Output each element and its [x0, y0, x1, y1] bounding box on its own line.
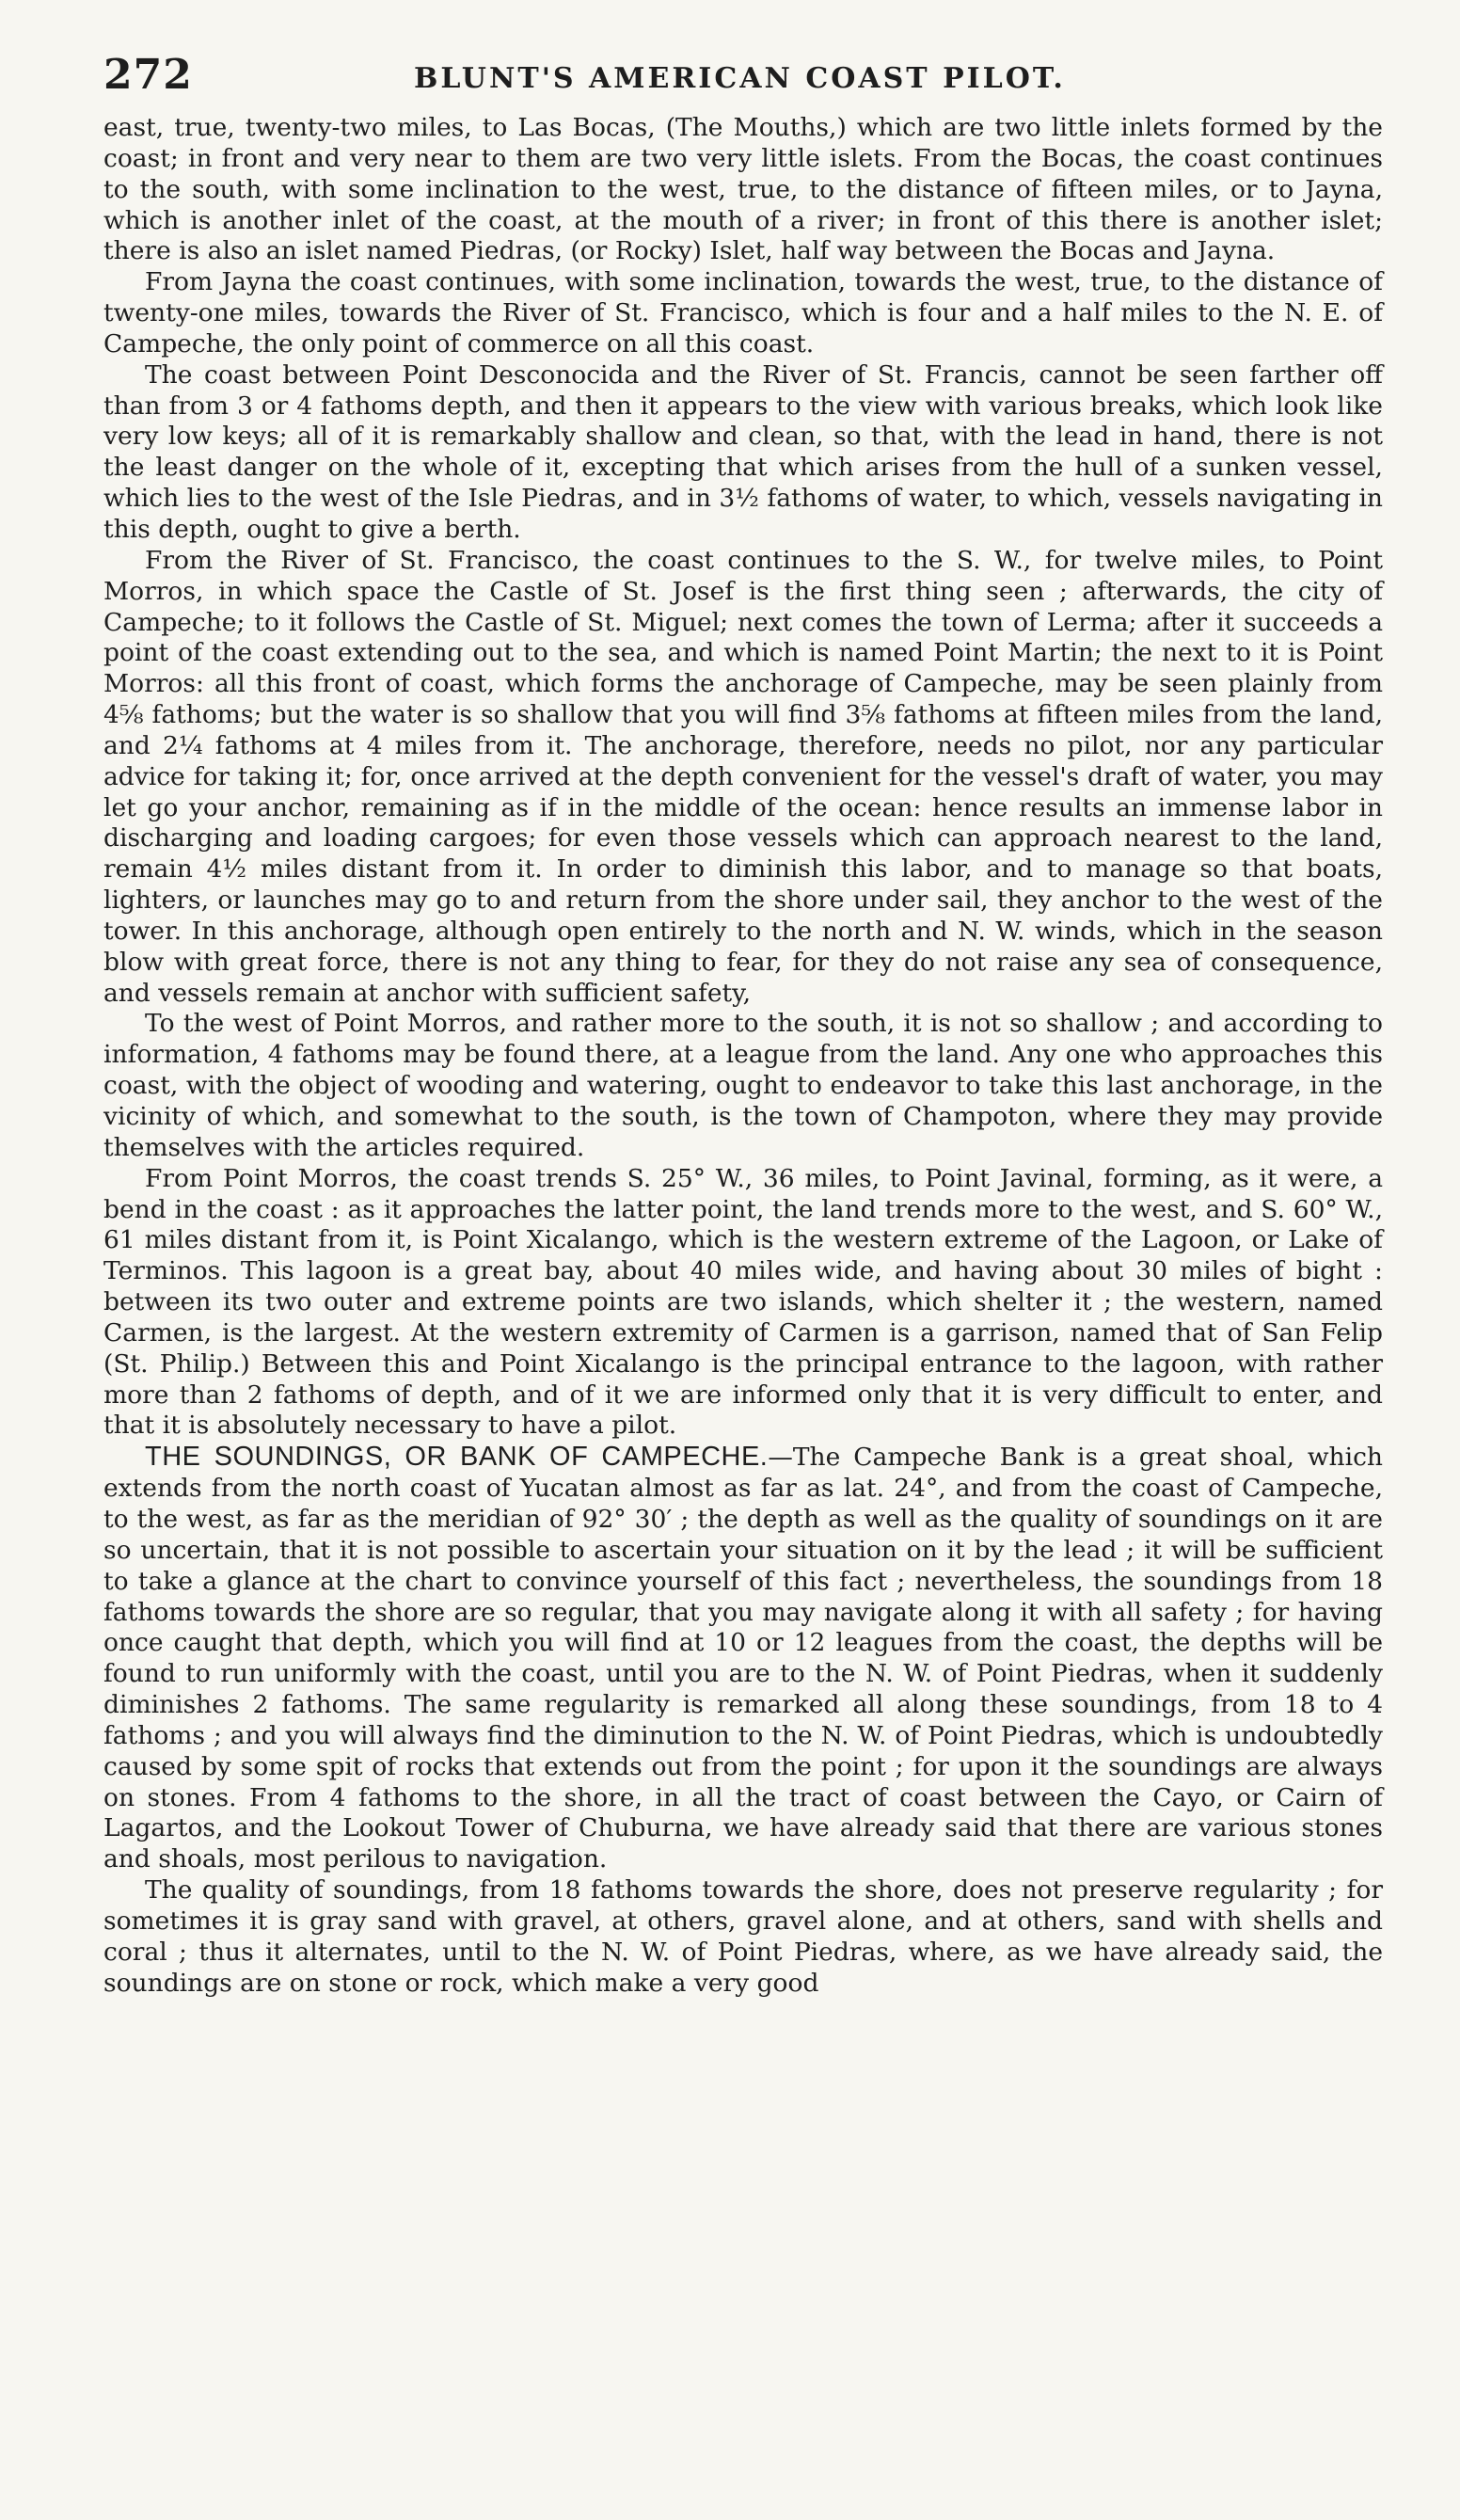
paragraph-jayna: From Jayna the coast continues, with some inclination, towards the west, true, to the distance of twenty-one miles, towards the River of St. Francisco, which is four and a half miles to the N. E. of Campeche, the only point of commerce on all this coast.: [103, 267, 1383, 359]
section-first-paragraph: —The Campeche Bank is a great shoal, which extends from the north coast of Yucatan almost as far as lat. 24°, and from the coast of Campeche, to the west, as far as the meridian of 92° 30′ ; the depth as well as the quality of soundings on it are so uncertain, that it is not possible to ascertain your situation on it by the lead ; it will be sufficient to take a glance at the chart to convince yourself of this fact ; nevertheless, the soundings from 18 fathoms towards the shore are so regular, that you may navigate along it with all safety ; for having once caught that depth, which you will find at 10 or 12 leagues from the coast, the depths will be found to run uniformly with the coast, until you are to the N. W. of Point Piedras, when it suddenly diminishes 2 fathoms. The same regularity is remarked all along these soundings, from 18 to 4 fathoms ; and you will always find the diminution to the N. W. of Point Piedras, which is undoubtedly caused by some spit of rocks that extends out from the point ; for upon it the soundings are always on stones. From 4 fathoms to the shore, in all the tract of coast between the Cayo, or Cairn of Lagartos, and the Lookout Tower of Chuburna, we have already said that there are various stones and shoals, most perilous to navigation.: [103, 1443, 1383, 1874]
paragraph-quality-soundings: The quality of soundings, from 18 fathoms towards the shore, does not preserve regularity ; for sometimes it is gray sand with gravel, at others, gravel alone, and at others, sand with shells and coral ; thus it alternates, until to the N. W. of Point Piedras, where, as we have already said, the soundings are on stone or rock, which make a very good: [103, 1875, 1383, 1998]
body-text: [103, 113, 1383, 1999]
paragraph-campeche-anchorage: From the River of St. Francisco, the coast continues to the S. W., for twelve miles, to Point Morros, in which space the Castle of St. Josef is the first thing seen ; afterwards, the city of Campeche; to it follows the Castle of St. Miguel; next comes the town of Lerma; after it succeeds a point of the coast extending out to the sea, and which is named Point Martin; the next to it is Point Morros: all this front of coast, which forms the anchorage of Campeche, may be seen plainly from 4⅝ fathoms; but the water is so shallow that you will find 3⅝ fathoms at fifteen miles from the land, and 2¼ fathoms at 4 miles from it. The anchorage, therefore, needs no pilot, nor any particular advice for taking it; for, once arrived at the depth convenient for the vessel's draft of water, you may let go your anchor, remaining as if in the middle of the ocean: hence results an immense labor in discharging and loading cargoes; for even those vessels which can approach nearest to the land, remain 4½ miles distant from it. In order to diminish this labor, and to manage so that boats, lighters, or launches may go to and return from the shore under sail, they anchor to the west of the tower. In this anchorage, although open entirely to the north and N. W. winds, which in the season blow with great force, there is not any thing to fear, for they do not raise any sea of consequence, and vessels remain at anchor with sufficient safety,: [103, 545, 1383, 1008]
section-heading: THE SOUNDINGS, OR BANK OF CAMPECHE.: [145, 1442, 769, 1473]
paragraph-coast-desconocida: The coast between Point Desconocida and the River of St. Francis, cannot be seen farther off than from 3 or 4 fathoms depth, and then it appears to the view with various breaks, which look like very low keys; all of it is remarkably shallow and clean, so that, with the lead in hand, there is not the least danger on the whole of it, excepting that which arises from the hull of a sunken vessel, which lies to the west of the Isle Piedras, and in 3½ fathoms of water, to which, vessels navigating in this depth, ought to give a berth.: [103, 359, 1383, 544]
section-soundings: [103, 1442, 1383, 1875]
running-title: BLUNT'S AMERICAN COAST PILOT.: [414, 62, 1066, 95]
page-header: [103, 38, 1383, 113]
paragraph-continued: east, true, twenty-two miles, to Las Bocas, (The Mouths,) which are two little inlets formed by the coast; in front and very near to them are two very little islets. From the Bocas, the coast continues to the south, with some inclination to the west, true, to the distance of fifteen miles, or to Jayna, which is another inlet of the coast, at the mouth of a river; in front of this there is another islet; there is also an islet named Piedras, (or Rocky) Islet, half way between the Bocas and Jayna.: [103, 113, 1383, 266]
page-number: 272: [103, 51, 193, 99]
paragraph-point-morros-west: To the west of Point Morros, and rather more to the south, it is not so shallow ; and according to information, 4 fathoms may be found there, at a league from the land. Any one who approaches this coast, with the object of wooding and watering, ought to endeavor to take this last anchorage, in the vicinity of which, and somewhat to the south, is the town of Champoton, where they may provide themselves with the articles required.: [103, 1009, 1383, 1162]
paragraph-lagoon-terminos: From Point Morros, the coast trends S. 25° W., 36 miles, to Point Javinal, forming, as it were, a bend in the coast : as it approaches the latter point, the land trends more to the west, and S. 60° W., 61 miles distant from it, is Point Xicalango, which is the western extreme of the Lagoon, or Lake of Terminos. This lagoon is a great bay, about 40 miles wide, and having about 30 miles of bight : between its two outer and extreme points are two islands, which shelter it ; the western, named Carmen, is the largest. At the western extremity of Carmen is a garrison, named that of San Felip (St. Philip.) Between this and Point Xicalango is the principal entrance to the lagoon, with rather more than 2 fathoms of depth, and of it we are informed only that it is very difficult to enter, and that it is absolutely necessary to have a pilot.: [103, 1163, 1383, 1441]
page: [103, 38, 1383, 1999]
